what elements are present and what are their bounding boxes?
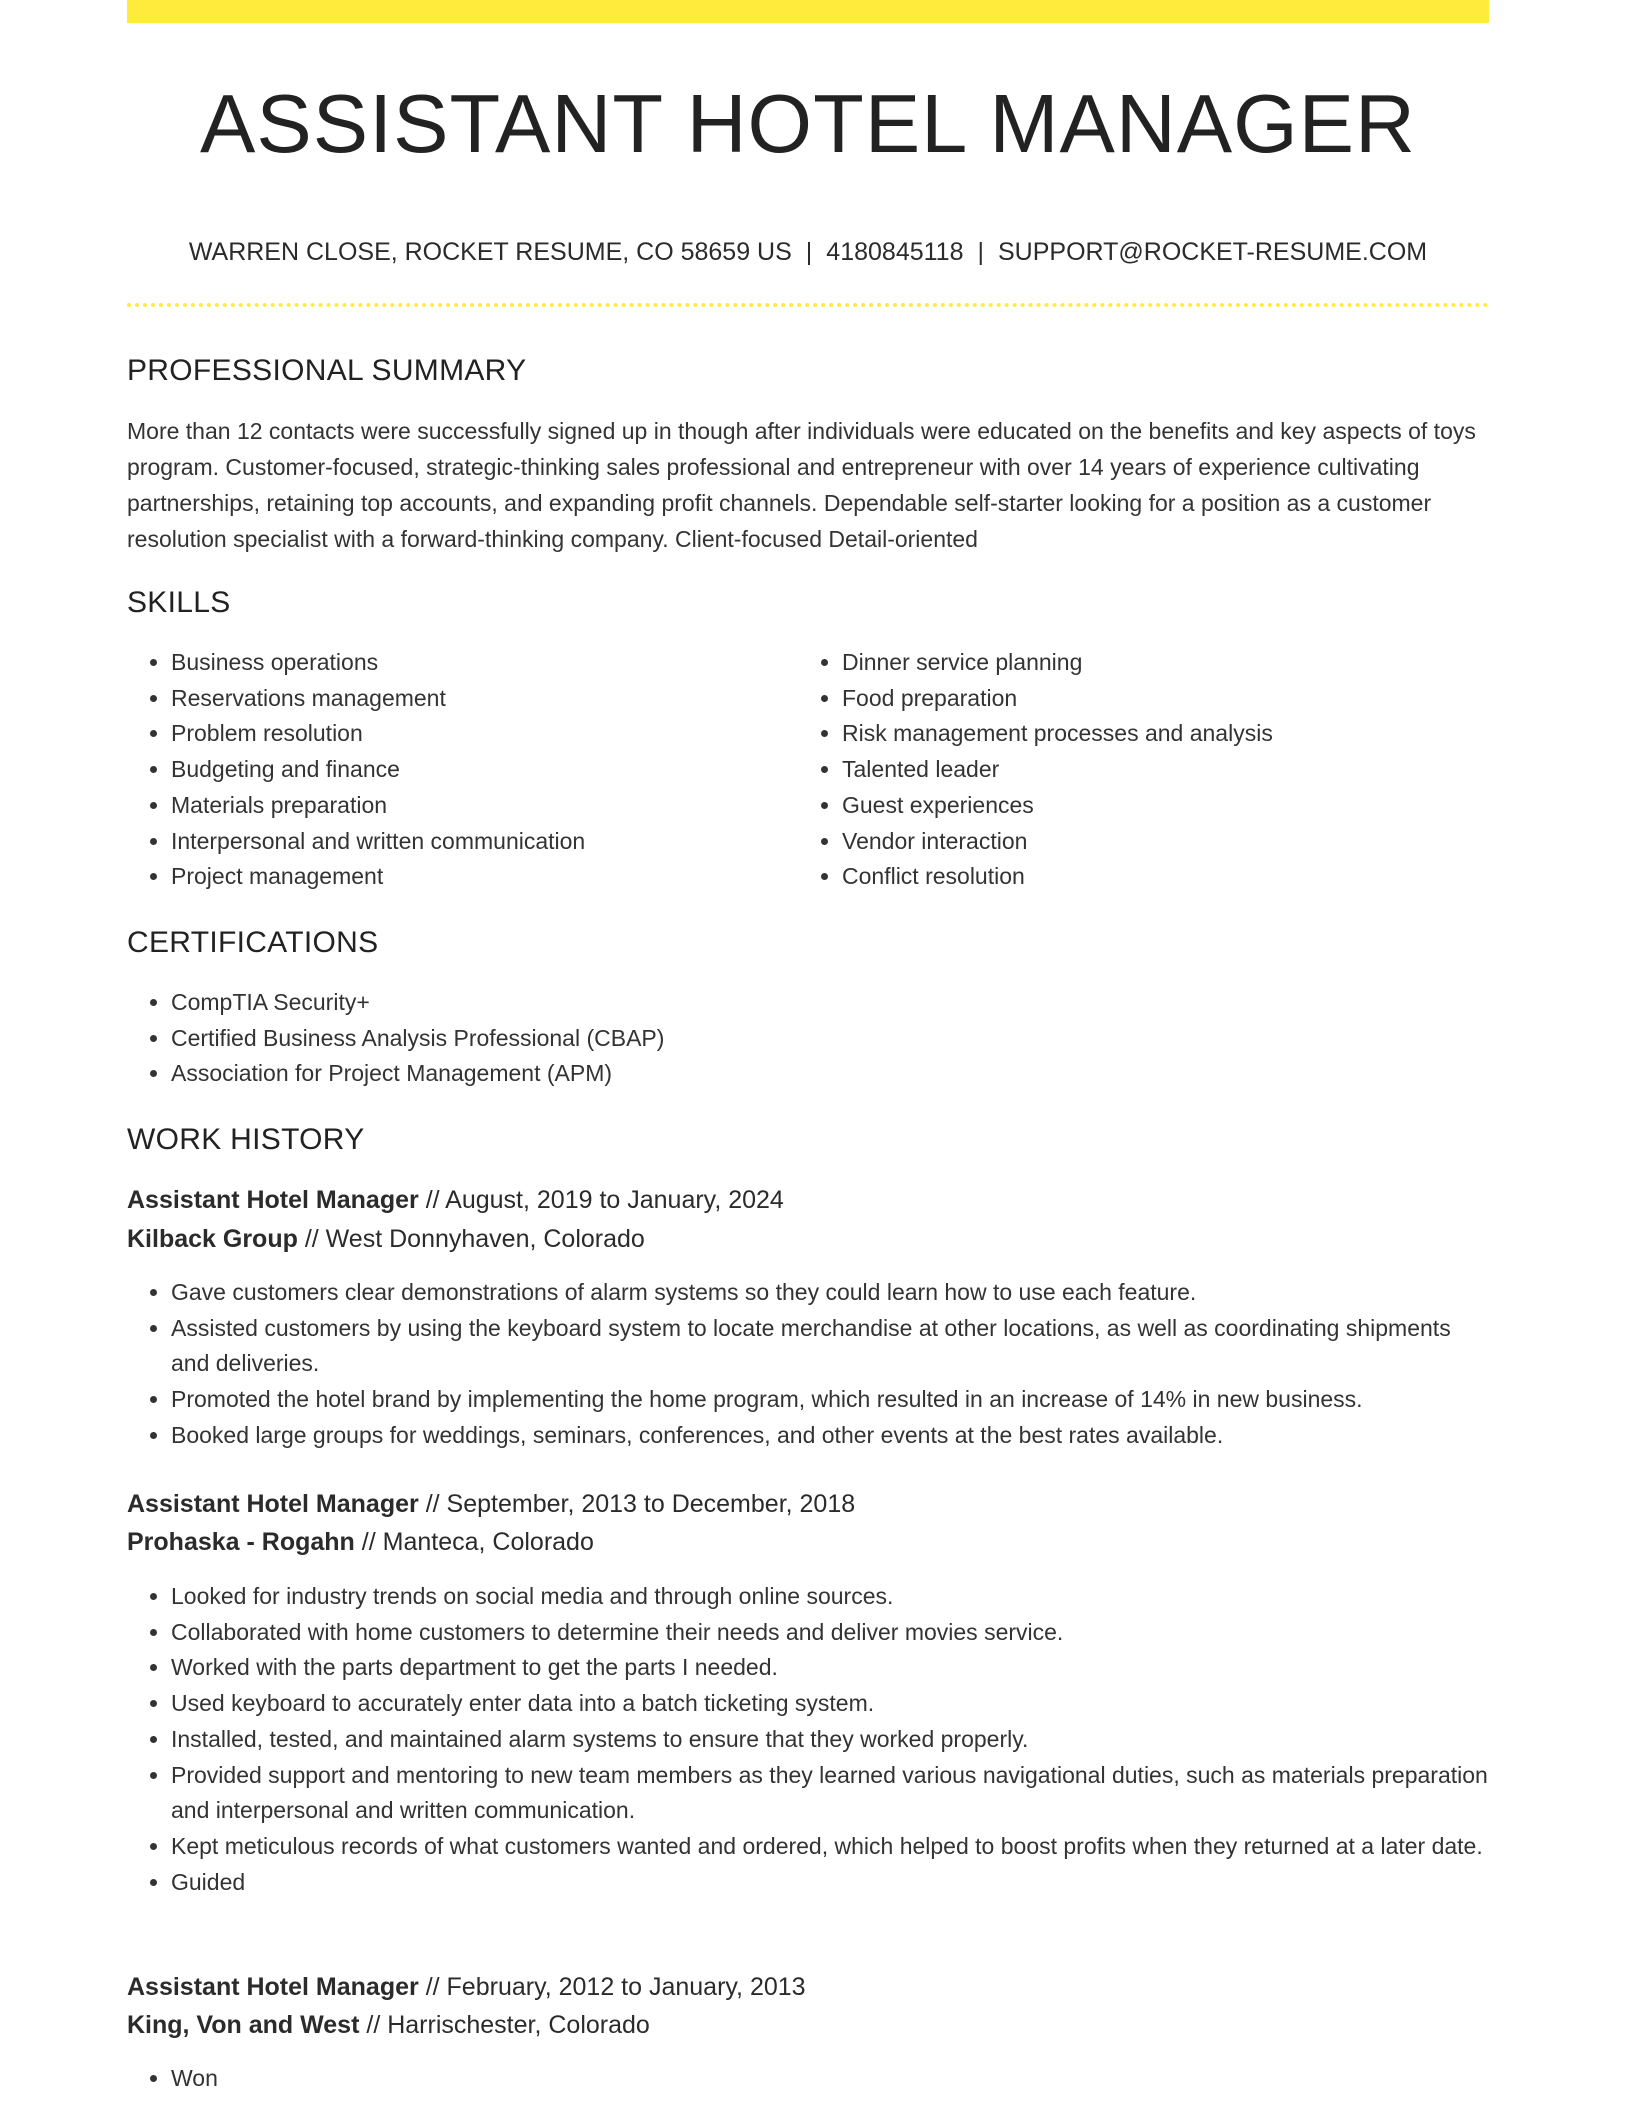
job-location: // Manteca, Colorado <box>361 1528 594 1556</box>
skill-item: • Project management <box>171 859 801 895</box>
skill-item: • Dinner service planning <box>842 645 1532 681</box>
job-company-line <box>127 1523 1489 1561</box>
skill-item: • Conflict resolution <box>842 859 1532 895</box>
job-bullets <box>127 1579 1489 1900</box>
job-bullet: • Provided support and mentoring to new team members as they learned various navigational duties, such as materials preparation and interpersonal and written communication. <box>171 1758 1489 1829</box>
job-bullet: • Installed, tested, and maintained alarm systems to ensure that they worked properly. <box>171 1722 1489 1758</box>
skills-list-right <box>798 645 1532 895</box>
certifications-list <box>127 985 1471 1092</box>
job-company: Kilback Group <box>127 1225 298 1253</box>
job-role: Assistant Hotel Manager <box>127 1490 419 1518</box>
dotted-divider <box>127 303 1489 307</box>
job-bullets <box>127 2061 1489 2097</box>
skill-item: • Business operations <box>171 645 801 681</box>
certifications-title: CERTIFICATIONS <box>127 926 379 959</box>
work-history-title: WORK HISTORY <box>127 1123 365 1156</box>
job-location: // Harrischester, Colorado <box>366 2011 650 2039</box>
job-bullet: • Kept meticulous records of what customers wanted and ordered, which helped to boost profits when they returned at a later date. <box>171 1829 1489 1865</box>
skill-item: • Problem resolution <box>171 716 801 752</box>
skill-item: • Risk management processes and analysis <box>842 716 1532 752</box>
skills-list-left <box>127 645 801 895</box>
skill-item: • Food preparation <box>842 681 1532 717</box>
job-company: Prohaska - Rogahn <box>127 1528 355 1556</box>
certification-item: • Association for Project Management (APM) <box>171 1056 1471 1092</box>
job-dates: // September, 2013 to December, 2018 <box>425 1490 856 1518</box>
skill-item: • Reservations management <box>171 681 801 717</box>
skills-title: SKILLS <box>127 586 231 619</box>
job-company-line <box>127 1220 1489 1258</box>
job-title-line <box>127 1968 1489 2006</box>
certification-item: • CompTIA Security+ <box>171 985 1471 1021</box>
skill-item: • Vendor interaction <box>842 824 1532 860</box>
job-dates: // February, 2012 to January, 2013 <box>425 1973 806 2001</box>
contact-email[interactable]: SUPPORT@ROCKET-RESUME.COM <box>997 238 1428 266</box>
job-bullet: • Guided <box>171 1865 1489 1901</box>
job-company-line <box>127 2006 1489 2044</box>
summary-title: PROFESSIONAL SUMMARY <box>127 354 527 387</box>
contact-phone: 4180845118 <box>826 238 964 266</box>
job-bullet: • Won <box>171 2061 1489 2097</box>
job-title-line <box>127 1181 1489 1219</box>
job-bullet: • Collaborated with home customers to determine their needs and deliver movies service. <box>171 1615 1489 1651</box>
skill-item: • Guest experiences <box>842 788 1532 824</box>
job-bullet: • Promoted the hotel brand by implementing the home program, which resulted in an increase of 14% in new business. <box>171 1382 1489 1418</box>
skill-item: • Materials preparation <box>171 788 801 824</box>
skill-item: • Interpersonal and written communication <box>171 824 801 860</box>
job-bullet: • Booked large groups for weddings, seminars, conferences, and other events at the best rates available. <box>171 1418 1489 1454</box>
job-bullets <box>127 1275 1489 1454</box>
job-role: Assistant Hotel Manager <box>127 1186 419 1214</box>
skill-item: • Budgeting and finance <box>171 752 801 788</box>
job-dates: // August, 2019 to January, 2024 <box>425 1186 784 1214</box>
job-bullet: • Used keyboard to accurately enter data into a batch ticketing system. <box>171 1686 1489 1722</box>
job-bullet: • Looked for industry trends on social media and through online sources. <box>171 1579 1489 1615</box>
contact-separator: | <box>805 238 813 266</box>
job-bullet: • Worked with the parts department to get the parts I needed. <box>171 1650 1489 1686</box>
job-company: King, Von and West <box>127 2011 360 2039</box>
job-role: Assistant Hotel Manager <box>127 1973 419 2001</box>
job-bullet: • Gave customers clear demonstrations of alarm systems so they could learn how to use each feature. <box>171 1275 1489 1311</box>
skill-item: • Talented leader <box>842 752 1532 788</box>
job-title-line <box>127 1485 1489 1523</box>
contact-address: WARREN CLOSE, ROCKET RESUME, CO 58659 US <box>188 238 792 266</box>
contact-separator: | <box>977 238 984 266</box>
certification-item: • Certified Business Analysis Professional (CBAP) <box>171 1021 1471 1057</box>
resume-name: ASSISTANT HOTEL MANAGER <box>200 77 1416 170</box>
summary-text: More than 12 contacts were successfully signed up in though after individuals were educated on the benefits and key aspects of toys program. Customer-focused, strategic-thinking sales professional and entrepreneur with over 14 years of experience cultivating partnerships, retaining top accounts, and expanding profit channels. Dependable self-starter looking for a position as a customer resolution specialist with a forward-thinking company. Client-focused Detail-oriented <box>127 418 1476 552</box>
job-bullet: • Assisted customers by using the keyboard system to locate merchandise at other locations, as well as coordinating shipments and deliveries. <box>171 1311 1489 1382</box>
job-location: // West Donnyhaven, Colorado <box>304 1225 645 1253</box>
contact-line <box>127 237 1489 267</box>
top-accent-bar <box>127 0 1489 23</box>
